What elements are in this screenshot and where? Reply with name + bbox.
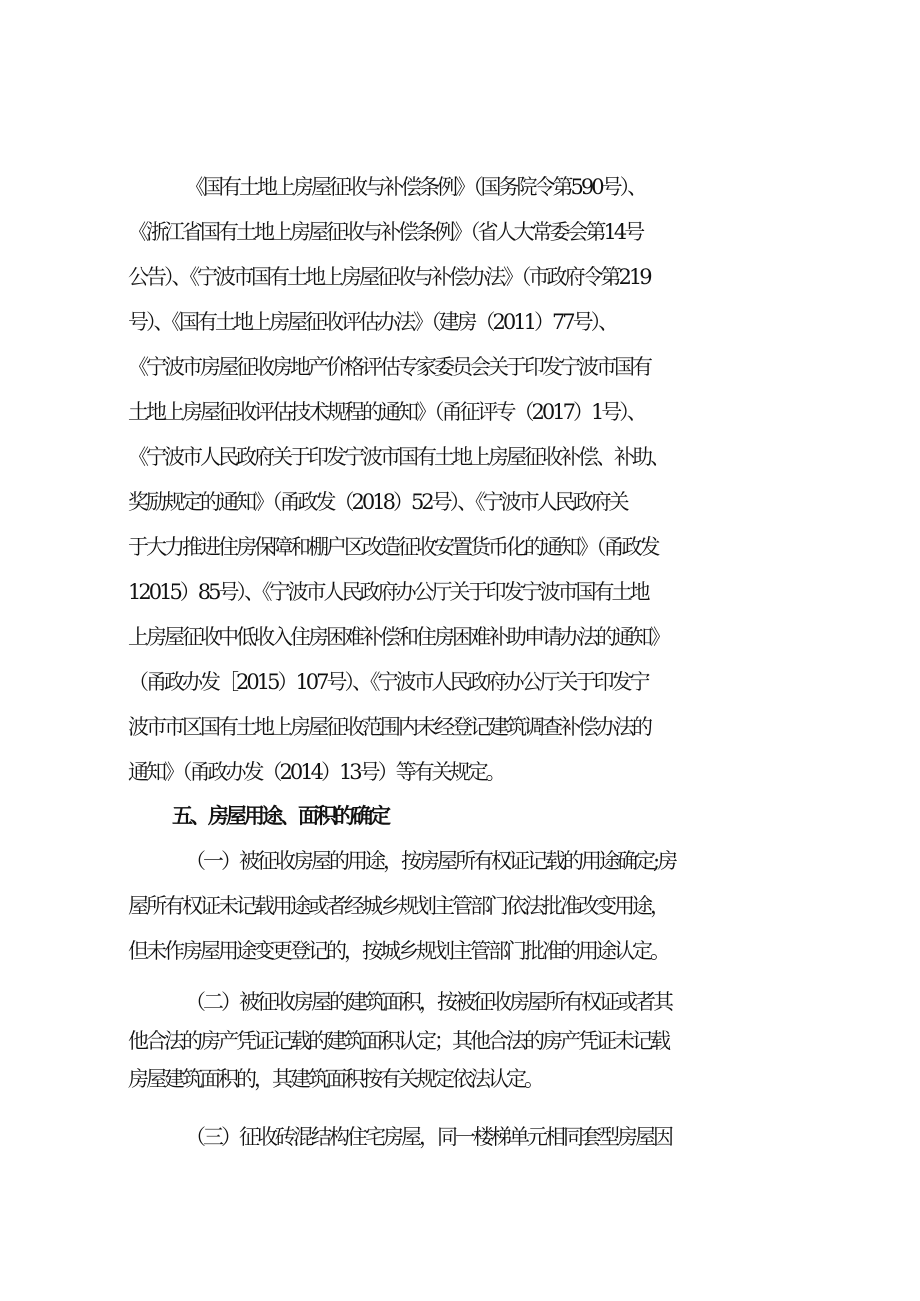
- text-line: 12015）85号）、《宁波市人民政府办公厅关于印发宁波市国有土地: [128, 580, 648, 604]
- text-line: 他合法的房产凭证记载的建筑面积认定；其他合法的房产凭证未记载: [128, 1029, 668, 1053]
- section-heading: 五、房屋用途、面积的确定: [172, 804, 388, 828]
- text-line: 《宁波市房屋征收房地产价格评估专家委员会关于印发宁波市国有: [128, 355, 650, 379]
- text-line: 通知》（甬政办发（2014）13号）等有关规定。: [128, 760, 504, 784]
- text-line: 奖励规定的通知》（甬政发（2018）52号）、《宁波市人民政府关: [128, 490, 627, 514]
- text-line: 《国有土地上房屋征收与补偿条例》（国务院令第590号）、: [185, 175, 646, 199]
- text-line: （二）被征收房屋的建筑面积，按被征收房屋所有权证或者其: [185, 990, 671, 1014]
- text-line: 号）、《国有土地上房屋征收评估办法》（建房（2011）77号）、: [128, 310, 617, 334]
- text-line: 土地上房屋征收评估技术规程的通知》（甬征评专（2017）1号）、: [128, 400, 645, 424]
- text-line: （一）被征收房屋的用途，按房屋所有权证记载的用途确定;房: [185, 849, 676, 873]
- text-line: 但未作房屋用途变更登记的，按城乡规划主管部门批准的用途认定。: [128, 939, 668, 963]
- text-line: 《浙江省国有土地上房屋征收与补偿条例》（省人大常委会第14号: [128, 220, 643, 244]
- text-line: 波市市区国有土地上房屋征收范围内未经登记建筑调查补偿办法的: [128, 715, 650, 739]
- text-line: 于大力推进住房保障和棚户区改造征收安置货币化的通知》（甬政发: [128, 535, 658, 559]
- text-line: （甬政办发［2015）107号）、《宁波市人民政府办公厅关于印发宁: [128, 670, 648, 694]
- text-line: 公告）、《宁波市国有土地上房屋征收与补偿办法》（市政府令第219: [128, 265, 650, 289]
- text-line: 上房屋征收中低收入住房困难补偿和住房困难补助申请办法的通知》: [128, 625, 668, 649]
- text-line: （三）征收砖混结构住宅房屋，同一楼梯单元相同套型房屋因: [185, 1125, 671, 1149]
- text-line: 《宁波市人民政府关于印发宁波市国有土地上房屋征收补偿、补助、: [128, 445, 668, 469]
- text-line: 屋所有权证未记载用途或者经城乡规划主管部门依法批准改变用途，: [128, 894, 668, 918]
- text-line: 房屋建筑面积的，其建筑面积按有关规定依法认定。: [128, 1067, 542, 1091]
